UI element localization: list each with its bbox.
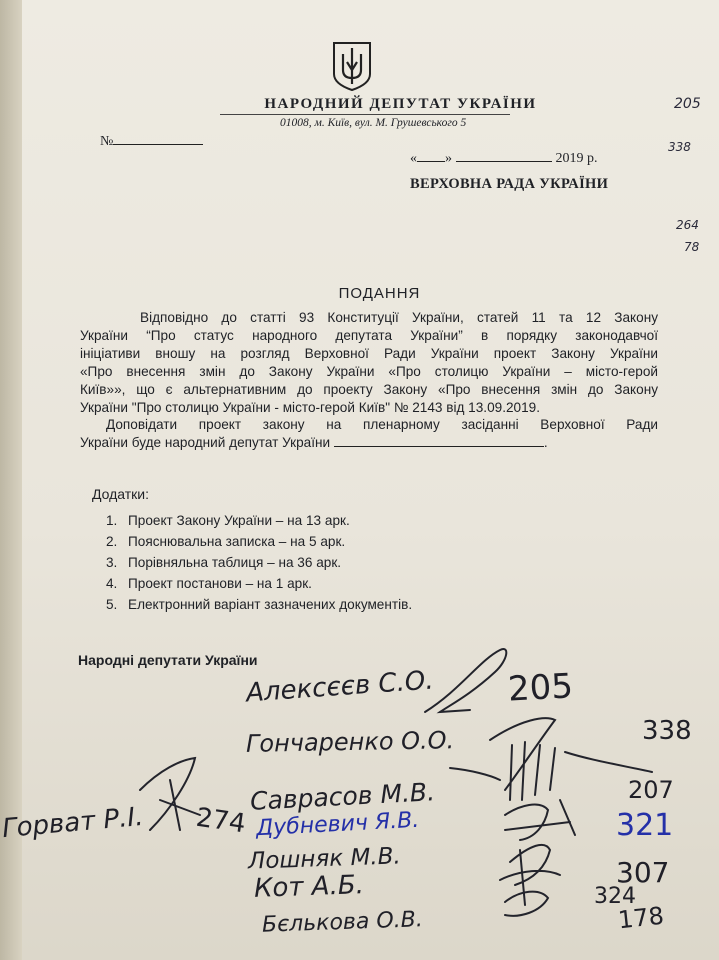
signature-name: Дубневич Я.В. (255, 807, 420, 842)
signature-number: 205 (506, 666, 574, 710)
date-field: « » 2019 р. (410, 151, 598, 166)
attachment-item: 2. Пояснювальна записка – на 5 арк. (106, 534, 346, 549)
outgoing-number: № (100, 132, 203, 150)
body-line: України “Про статус народного депутата України” в порядку законодавчої (80, 327, 658, 343)
body-line-speaker: України буде народний депутат України . (80, 435, 548, 451)
signature-number: 307 (616, 856, 670, 889)
body-line: Київ»», що є альтернативним до проекту Закону «Про внесення змін до Закону (80, 381, 658, 397)
signature-name: Лошняк М.В. (247, 843, 402, 875)
body-line: ініціативи вношу на розгляд Верховної Ради України проект Закону України (80, 345, 658, 361)
signature-number: 207 (628, 776, 674, 804)
speaker-blank (334, 434, 544, 447)
body-line: «Про внесення змін до Закону України «Про столицю України – місто-герой (80, 363, 658, 379)
signature-number: 338 (642, 716, 692, 746)
margin-note: 264 (676, 218, 699, 232)
attachment-item: 5. Електронний варіант зазначених документів. (106, 597, 413, 612)
attachment-item: 4. Проект постанови – на 1 арк. (106, 576, 312, 591)
attachment-item: 1. Проект Закону України – на 13 арк. (106, 513, 350, 528)
attachment-item: 3. Порівняльна таблиця – на 36 арк. (106, 555, 342, 570)
document-title: ПОДАННЯ (338, 285, 421, 302)
header-title: НАРОДНИЙ ДЕПУТАТ УКРАЇНИ (264, 96, 537, 112)
attachments-heading: Додатки: (92, 486, 150, 502)
margin-note: 78 (684, 240, 700, 254)
signature-name: Кот А.Б. (253, 870, 365, 904)
signature-number: 274 (194, 802, 248, 840)
signature-name: Гончаренко О.О. (245, 726, 455, 758)
margin-note: 338 (668, 140, 691, 154)
signatures-heading: Народні депутати України (78, 652, 258, 668)
recipient: ВЕРХОВНА РАДА УКРАЇНИ (410, 176, 609, 192)
body-line: України "Про столицю України - місто-герой Київ" № 2143 від 13.09.2019. (80, 399, 540, 415)
signature-number: 321 (616, 808, 674, 843)
trident-emblem-icon (331, 40, 373, 92)
date-year: 2019 р. (555, 151, 598, 166)
header-address: 01008, м. Київ, вул. М. Грушевського 5 (280, 117, 467, 129)
document-body (80, 309, 658, 452)
signature-name: Саврасов М.В. (249, 777, 436, 816)
signature-name: Бєлькова О.В. (261, 907, 424, 938)
header-divider (220, 114, 510, 115)
signature-name: Алексєєв С.О. (245, 665, 435, 709)
body-line: Відповідно до статті 93 Конституції України, статей 11 та 12 Закону (140, 310, 658, 325)
signature-name: Горват Р.І. (0, 801, 145, 845)
margin-note: 205 (674, 96, 701, 112)
attachments-list (106, 510, 412, 615)
body-line: Доповідати проект закону на пленарному засіданні Верховної Ради (106, 417, 658, 433)
signature-number: 178 (616, 901, 666, 935)
signature-number: 324 (594, 884, 636, 909)
